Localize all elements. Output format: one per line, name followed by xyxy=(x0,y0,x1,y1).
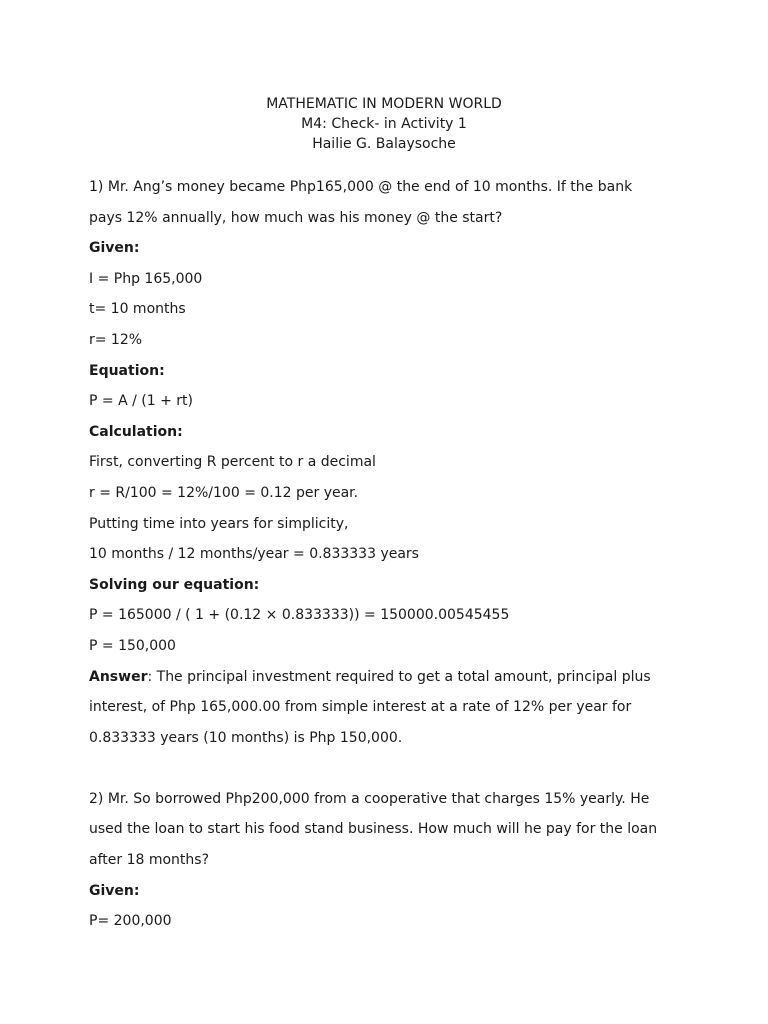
problem1-answer-text: : The principal investment required to get a total amount, principal plus xyxy=(147,668,651,685)
section-spacer xyxy=(89,753,649,784)
student-name: Hailie G. Balaysoche xyxy=(312,136,456,152)
document-body xyxy=(89,172,658,937)
course-title: MATHEMATIC IN MODERN WORLD xyxy=(266,96,502,112)
activity-title: M4: Check- in Activity 1 xyxy=(301,116,467,132)
problem1-solving-heading: Solving our equation: xyxy=(89,576,260,593)
problem2-question-line1: 2) Mr. So borrowed Php200,000 from a cooperative that charges 15% yearly. He xyxy=(89,790,650,807)
problem1-question-line1: 1) Mr. Ang’s money became Php165,000 @ the end of 10 months. If the bank xyxy=(89,179,633,195)
problem1-given-rate: r= 12% xyxy=(89,331,143,348)
problem1-answer-line2: interest, of Php 165,000.00 from simple interest at a rate of 12% per year for xyxy=(89,699,632,716)
problem1-equation-heading: Equation: xyxy=(89,362,165,379)
document-header xyxy=(0,94,768,154)
problem1-given-interest: I = Php 165,000 xyxy=(89,270,203,287)
problem1-given-time: t= 10 months xyxy=(89,301,186,318)
problem2-question-line3: after 18 months? xyxy=(89,852,209,869)
problem2-question-line2: used the loan to start his food stand business. How much will he pay for the loan xyxy=(89,821,658,838)
problem1-solve-line1: P = 165000 / ( 1 + (0.12 × 0.833333)) = 150000.00545455 xyxy=(89,607,510,624)
problem1-answer-line3: 0.833333 years (10 months) is Php 150,000. xyxy=(89,729,403,746)
problem1-answer-line1 xyxy=(89,662,649,693)
problem1-given-heading: Given: xyxy=(89,240,140,257)
problem1-equation: P = A / (1 + rt) xyxy=(89,393,193,410)
problem1-calc-line4: 10 months / 12 months/year = 0.833333 years xyxy=(89,546,419,563)
problem1-answer-label: Answer xyxy=(89,668,148,685)
problem2-given-principal: P= 200,000 xyxy=(89,913,172,930)
problem2-given-heading: Given: xyxy=(89,882,140,899)
problem1-calculation-heading: Calculation: xyxy=(89,423,183,440)
problem1-solve-line2: P = 150,000 xyxy=(89,637,176,654)
problem1-calc-line1: First, converting R percent to r a decimal xyxy=(89,454,376,471)
problem1-question-line2: pays 12% annually, how much was his money @ the start? xyxy=(89,209,503,226)
problem1-calc-line3: Putting time into years for simplicity, xyxy=(89,515,349,532)
problem1-calc-line2: r = R/100 = 12%/100 = 0.12 per year. xyxy=(89,484,359,501)
